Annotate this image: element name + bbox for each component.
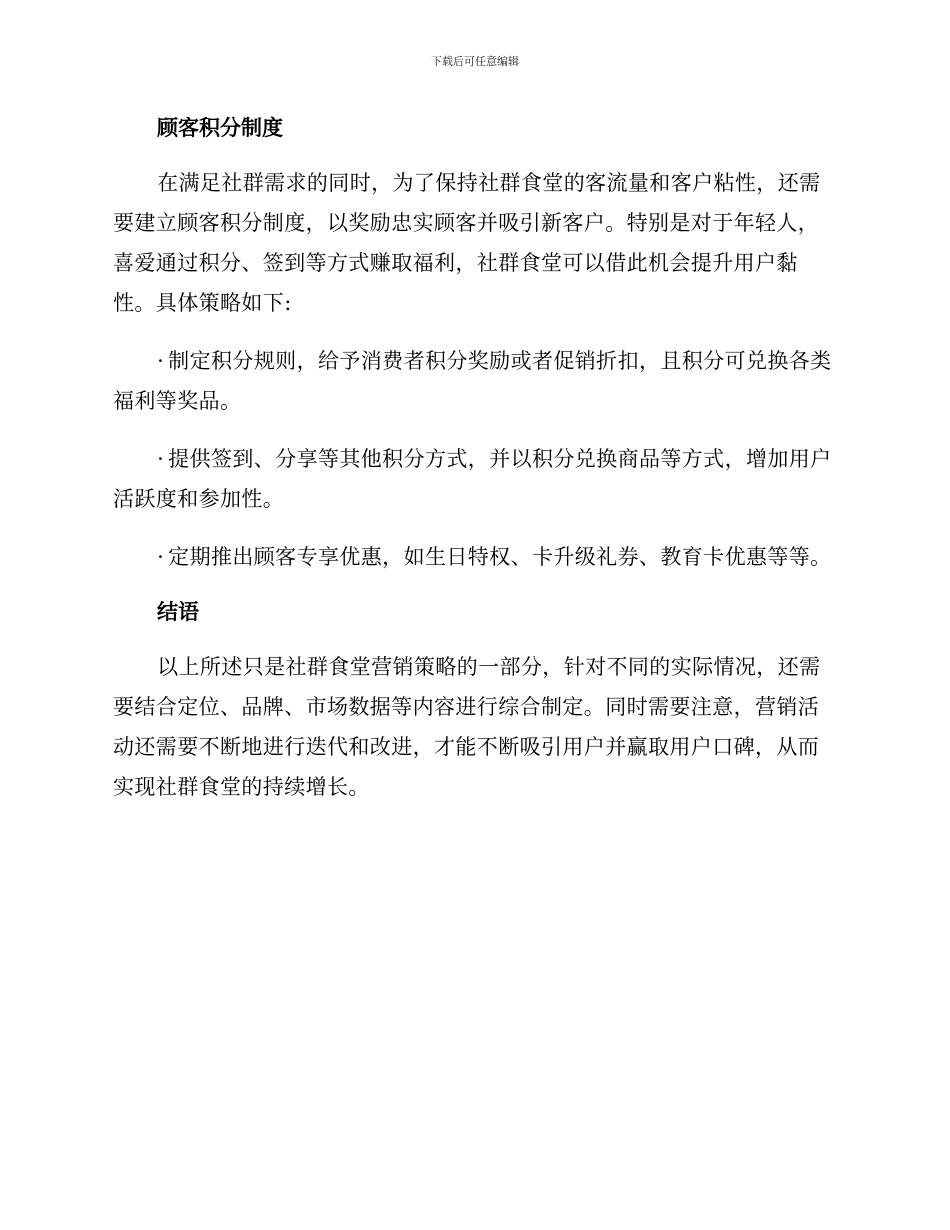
bullet-dot: · <box>157 545 165 569</box>
section-intro-points-system: 在满足社群需求的同时，为了保持社群食堂的客流量和客户粘性，还需要建立顾客积分制度，以奖励忠实顾客并吸引新客户。特别是对于年轻人，喜爱通过积分、签到等方式赚取福利，社群食堂可以借此机会提升用户黏性。具体策略如下: <box>113 171 821 315</box>
section-intro-conclusion: 以上所述只是社群食堂营销策略的一部分，针对不同的实际情况，还需要结合定位、品牌、市场数据等内容进行综合制定。同时需要注意，营销活动还需要不断地进行迭代和改进，才能不断吸引用户并赢取用户口碑，从而实现社群食堂的持续增长。 <box>113 655 821 799</box>
section-heading-conclusion: 结语 <box>157 600 199 624</box>
bullet-item <box>113 537 837 577</box>
bullet-dot: · <box>157 447 165 471</box>
bullet-text: 提供签到、分享等其他积分方式，并以积分兑换商品等方式，增加用户活跃度和参加性。 <box>113 447 832 511</box>
bullet-text: 制定积分规则，给予消费者积分奖励或者促销折扣，且积分可兑换各类福利等奖品。 <box>113 349 832 413</box>
bullet-text: 定期推出顾客专享优惠，如生日特权、卡升级礼券、教育卡优惠等等。 <box>168 545 832 569</box>
bullet-item <box>113 439 837 519</box>
bullet-item <box>113 341 837 421</box>
bullet-dot: · <box>157 349 165 373</box>
document-body <box>113 108 837 807</box>
section-heading-points-system: 顾客积分制度 <box>157 116 283 140</box>
header-note: 下载后可任意编辑 <box>431 55 519 68</box>
